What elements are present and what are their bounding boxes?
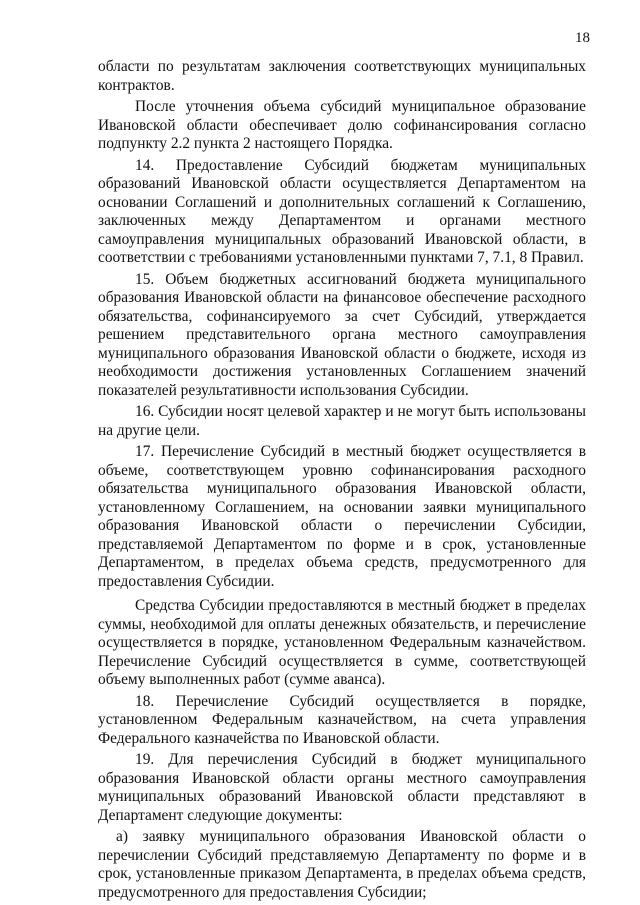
paragraph-subsidy-funds: Средства Субсидии предоставляются в местный бюджет в пределах суммы, необходимой для оплаты денежных обязательств, и перечисление осуществляется в порядке, установленном Федеральным казначейством. Перечисление Субсидий осуществляется в сумме, соответствующей объему выполненных работ (сумме аванса).	[98, 597, 586, 688]
page-number: 18	[575, 30, 590, 46]
paragraph-clarification: После уточнения объема субсидий муниципальное образование Ивановской области обеспечивает долю софинансирования согласно подпункту 2.2 пункта 2 настоящего Порядка.	[98, 98, 586, 152]
paragraph-15: 15. Объем бюджетных ассигнований бюджета муниципального образования Ивановской области на финансовое обеспечение расходного обязательства, софинансируемого за счет Субсидий, утверждается решением представительного органа местного самоуправления муниципального образования Ивановской области о бюджете, исходя из необходимости достижения установленных Соглашением значений показателей результативности использования Субсидии.	[98, 270, 586, 399]
paragraph-continuation: области по результатам заключения соответствующих муниципальных контрактов.	[98, 58, 586, 94]
paragraph-18: 18. Перечисление Субсидий осуществляется в порядке, установленном Федеральным казначейством, на счета управления Федерального казначейства по Ивановской области.	[98, 692, 586, 747]
paragraph-19: 19. Для перечисления Субсидий в бюджет муниципального образования Ивановской области органы местного самоуправления муниципальных образований Ивановской области представляют в Департамент следующие документы:	[98, 751, 586, 824]
paragraph-16: 16. Субсидии носят целевой характер и не могут быть использованы на другие цели.	[98, 403, 586, 439]
paragraph-14: 14. Предоставление Субсидий бюджетам муниципальных образований Ивановской области осуществляется Департаментом на основании Соглашений и дополнительных соглашений к Соглашению, заключенных между Департаментом и органами местного самоуправления муниципальных образований Ивановской области, в соответствии с требованиями установленными пунктами 7, 7.1, 8 Правил.	[98, 156, 586, 266]
paragraph-17: 17. Перечисление Субсидий в местный бюджет осуществляется в объеме, соответствующем уровню софинансирования расходного обязательства муниципального образования Ивановской области, установленному Соглашением, на основании заявки муниципального образования Ивановской области о перечислении Субсидии, представляемой Департаментом по форме и в срок, установленные Департаментом, в пределах объема средств, предусмотренного для предоставления Субсидии.	[98, 443, 586, 590]
paragraph-19-a: а) заявку муниципального образования Ивановской области о перечислении Субсидий представляемую Департаменту по форме и в срок, установленные приказом Департамента, в пределах объема средств, предусмотренного для предоставления Субсидии;	[98, 828, 586, 901]
document-body	[98, 58, 586, 905]
